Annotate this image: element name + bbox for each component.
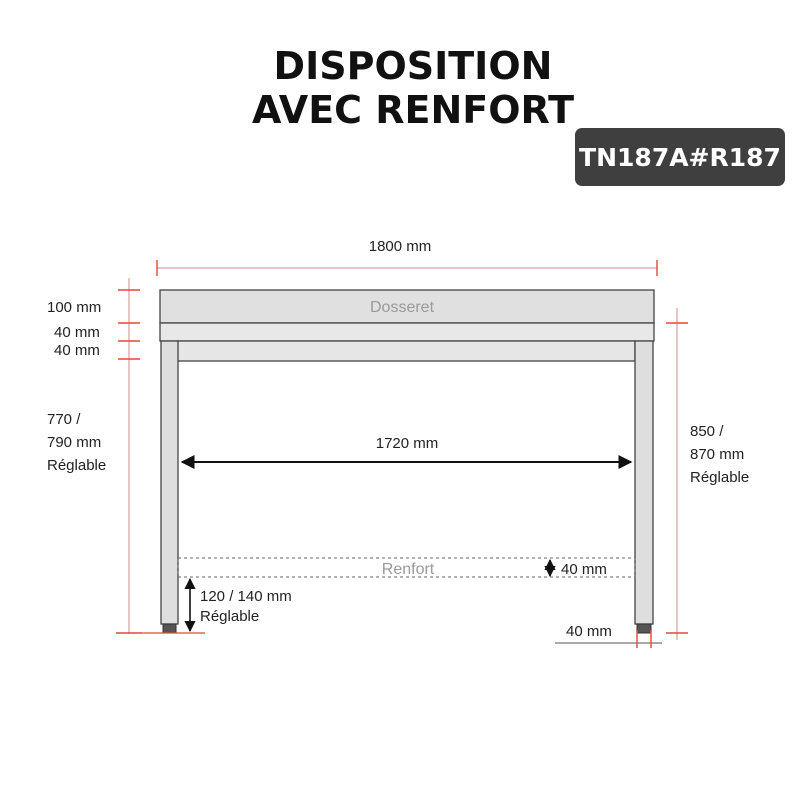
brace-clearance-label-line1: 120 / 140 mm xyxy=(200,588,292,605)
leg-height-label-line1: 770 / xyxy=(47,411,81,428)
overall-width-label: 1800 mm xyxy=(368,238,432,255)
overall-width-dimension xyxy=(157,238,657,276)
table-top xyxy=(160,323,654,341)
left-leg xyxy=(161,341,178,633)
title-line-1: DISPOSITION xyxy=(273,44,553,88)
brace-clearance-dimension xyxy=(190,579,292,631)
brace-height-dimension xyxy=(550,560,607,578)
backsplash-height-label: 100 mm xyxy=(47,299,102,316)
backsplash xyxy=(160,290,654,323)
total-height-label-line1: 850 / xyxy=(690,423,724,440)
apron xyxy=(177,341,635,361)
brace-clearance-label-line2: Réglable xyxy=(200,608,260,625)
inner-width-label: 1720 mm xyxy=(375,435,439,452)
brace-height-label: 40 mm xyxy=(561,561,607,578)
product-code-badge: TN187A#R187 xyxy=(575,128,785,186)
top-thickness-label: 40 mm xyxy=(54,324,100,341)
right-leg xyxy=(635,341,653,633)
total-height-label-line2: 870 mm xyxy=(690,446,745,463)
inner-width-dimension xyxy=(182,435,631,462)
apron-height-label: 40 mm xyxy=(54,342,100,359)
backsplash-label: Dosseret xyxy=(369,299,435,316)
title-line-2: AVEC RENFORT xyxy=(251,88,575,132)
brace-label: Renfort xyxy=(381,561,435,578)
leg-width-label: 40 mm xyxy=(566,623,612,640)
leg-height-label-line2: 790 mm xyxy=(47,434,102,451)
right-height-dimension xyxy=(666,308,749,640)
leg-height-label-line3: Réglable xyxy=(47,457,107,474)
total-height-label-line3: Réglable xyxy=(690,469,750,486)
